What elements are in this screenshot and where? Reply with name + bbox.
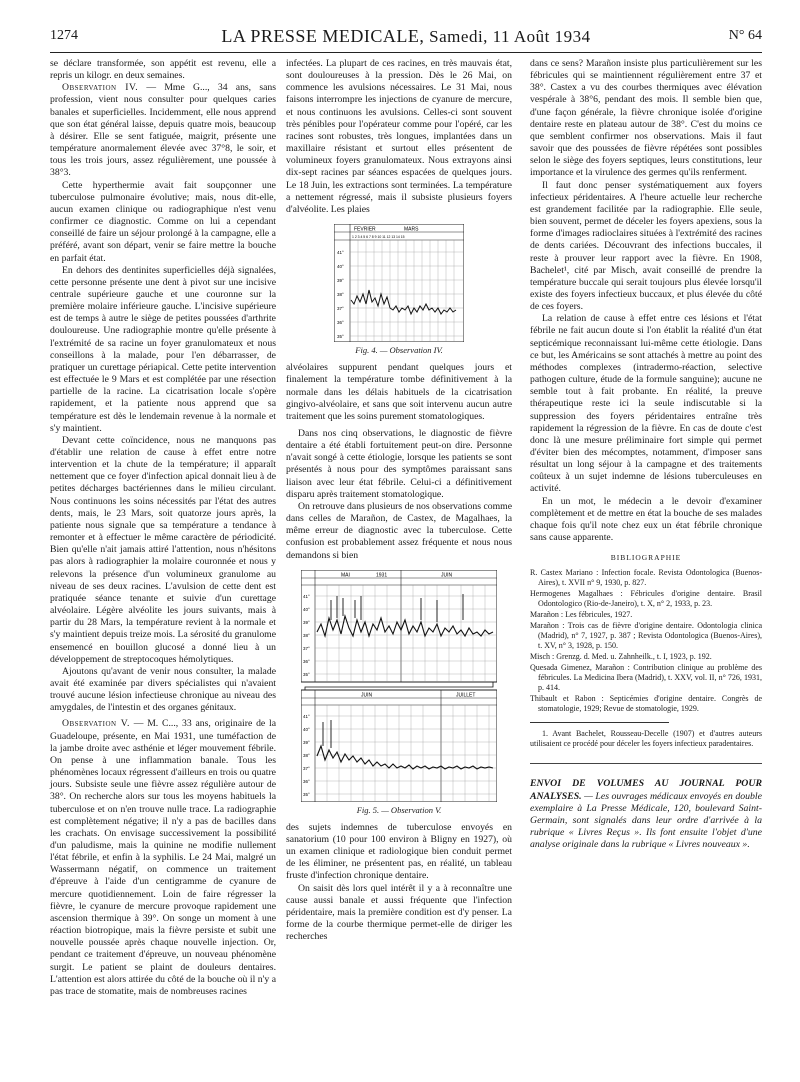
bibliography-entry: R. Castex Mariano : Infection focale. Revista Odontologica (Buenos-Aires), t. XVII n° 9, 1930, p. 827. xyxy=(530,568,762,588)
fig4-ylabel: 38° xyxy=(337,292,344,298)
fig5-year: 1931 xyxy=(376,572,388,579)
observation-label: Observation IV. xyxy=(62,82,139,94)
fig4-ylabel: 36° xyxy=(337,320,344,326)
paragraph: alvéolaires suppurent pendant quelques jours et finalement la température tombe définitivement à la normale dans les délais habituels de la cicatrisation gingivo-alvéolaire, et sans que soit intervenu aucun autre traitement que les soins purement stomatologiques. xyxy=(286,362,512,422)
envoi-title: ENVOI DE VOLUMES AU JOURNAL POUR ANALYSES. xyxy=(530,778,762,802)
fig5-ylabel: 38° xyxy=(303,632,310,638)
fig5-ylabel: 41° xyxy=(303,593,310,599)
fig5-month-june: JUIN xyxy=(441,572,453,579)
fig4-temperature-chart xyxy=(334,224,464,342)
page-header xyxy=(50,26,762,48)
fig5-ylabel: 40° xyxy=(303,726,310,732)
issue-number: N° 64 xyxy=(728,28,762,43)
paragraph: des sujets indemnes de tuberculose envoyés en sanatorium (10 pour 100 environ à Bligny en 1927), où un examen clinique et radiologique bien conduit permet de les éliminer, ne présentent pas, en réalité, un tableau fruste d'infection chronique dentaire. xyxy=(286,821,512,882)
journal-title-line xyxy=(50,26,762,47)
observation-4 xyxy=(50,82,276,179)
fig5-ylabel: 35° xyxy=(303,671,310,677)
fig4-ylabel: 41° xyxy=(337,250,344,256)
fig5-ylabel: 36° xyxy=(303,778,310,784)
fig5-caption: Fig. 5. — Observation V. xyxy=(356,804,442,815)
fig4-ylabel: 35° xyxy=(337,334,344,340)
bibliography-entry: Marañon : Les fébricules, 1927. xyxy=(530,610,633,620)
fig4-ylabel: 39° xyxy=(337,278,344,284)
page-number: 1274 xyxy=(50,28,78,43)
fig5-ylabel: 37° xyxy=(303,645,310,651)
paragraph: dans ce sens? Marañon insiste plus particulièrement sur les fébricules qui se maintiennent régulièrement entre 37 et 38°. Castex a vu des courbes thermiques avec élévation vespérale à 38°6, pendant des mois. Il semble bien que, d'une façon générale, la fièvre chronique isolée d'origine dentaire reste en plateau autour de 38°. C'est du moins ce que semblent confirmer nos observations. Mais il faut savoir que des poussées de fièvre répétées sont possibles selon le siège des foyers septiques, leurs constitutions, leur importance et la virulence des germes qu'ils renferment. xyxy=(530,58,762,179)
column-1 xyxy=(50,58,276,998)
envoi-text: — Les ouvrages médicaux envoyés en double exemplaire à La Presse Médicale, 120, boulevard Saint-Germain, sont signalés dans leur ordre d'arrivée à la rubrique « Livres Reçus ». Ils font ensuite l'objet d'une analyse originale dans la rubrique « Livres nouveaux ». xyxy=(530,790,762,851)
observation-text: — M. C..., 33 ans, originaire de la Guadeloupe, présente, en Mai 1931, une tuméfaction de la jambe droite avec asthénie et léger mouvement fébrile. On pense à une inflammation banale. Tous les phénomènes locaux régressent d'ailleurs en trois ou quatre jours. Subsiste seule une fièvre assez régulière autour de 38°. On recherche alors sur tous les moyens habituels la tuberculose et on n'en trouve nulle trace. La radiographie est complètement négative; il n'y a pas de bacilles dans les crachats. On envisage successivement la possibilité d'un paludisme, mais la quinine ne modifie nullement l'état fébrile, et enfin à la syphilis. Le 24 Mai, malgré un Wassermann négatif, on commence un traitement d'épreuve à l'aide d'un centigramme de cyanure de mercure quotidiennement. Loin de faire régresser la fièvre, le cyanure de mercure provoque rapidement une ascension thermique à 39°. On songe un moment à une réaction biotropique, mais la fièvre persiste et subit une nouvelle poussée après chaque nouvelle injection. Or, pendant ce traitement d'épreuve, un nouveau phénomène surgit. Le patient se plaint de douleurs dentaires. L'attention est alors attirée du côté de la bouche où il n'y a pas trace de stomatite, mais de nombreuses racines xyxy=(50,718,277,997)
paragraph: Devant cette coïncidence, nous ne manquons pas d'établir une relation de cause à effet entre notre intervention et la chute de la température; il apparaît nettement que ce foyer d'infection apical donnait lieu à de petites décharges bactériennes dans le milieu circulant. Nous continuons les soins nécessités par l'état des autres dents, mais, le 23 Mars, soit quatorze jours après, la patiente nous signale que sa température a tendance à remonter et à effectuer le même caractère de périodicité. Bien qu'elle n'ait jamais attiré l'attention, nous n'hésitons pas alors à radiographier la molaire couronnée et nous y relevons la présence d'un volumineux granulome au niveau de ses deux racines. L'avulsion de cette dent est pratiquée séance tenante et suivie d'un curettage alvéolaire. Légère alvéolite les jours suivants, mais à partir du 28 Mars, la température revient à la normale et s'y maintient depuis treize mois. La sérosité du granulome ensemencé en bouillon glucosé a donné lieu à un développement de streptocoques hémolytiques. xyxy=(50,434,276,665)
fig5-ylabel: 35° xyxy=(303,791,310,797)
column-2 xyxy=(286,58,512,943)
fig4-frame xyxy=(334,224,464,342)
bibliography-entry: Quesada Gimenez, Marañon : Contribution clinique au problème des fébricules. La Medicina Ibera (Madrid), t. XXV, vol. II, n° 726, 1931, p. 414. xyxy=(530,663,762,693)
fig4-month2: MARS xyxy=(404,226,419,233)
paragraph: En un mot, le médecin a le devoir d'examiner complètement et de mettre en état la bouche de ses malades chaque fois qu'il note chez eux un état fébrile chronique sans cause apparente. xyxy=(530,495,762,544)
paragraph: se déclare transformée, son appétit est revenu, elle a repris un kilogr. en deux semaines. xyxy=(50,58,276,82)
paragraph: Ajoutons qu'avant de venir nous consulter, la malade avait été examinée par divers spécialistes qui n'avaient trouvé aucune lésion infectieuse chronique au niveau des amygdales, de l'intestin et des organes génitaux. xyxy=(50,665,276,714)
fig4-ylabel: 40° xyxy=(337,264,344,270)
fig5-ylabel: 38° xyxy=(303,752,310,758)
column-3 xyxy=(530,58,762,852)
bibliography-title: BIBLIOGRAPHIE xyxy=(610,553,682,563)
bibliography xyxy=(530,568,762,714)
bibliography-entry: Marañon : Trois cas de fièvre d'origine dentaire. Odontologia clinica (Madrid), n° 7, 1927, p. 387 ; Revista Odontologica (Buenos-Aires), t. XV, n° 3, 1928, p. 150. xyxy=(530,621,762,651)
paragraph: On retrouve dans plusieurs de nos observations comme dans celles de Marañon, de Castex, de Magalhaes, la même erreur de diagnostic avec la tuberculose. Cette confusion est probablement assez fréquente et nous nous demandons si bien xyxy=(286,500,512,561)
fig5-ylabel: 36° xyxy=(303,658,310,664)
fig5-ylabel: 40° xyxy=(303,606,310,612)
fig5-month-may: MAI xyxy=(341,572,350,579)
paragraph: En dehors des dentinites superficielles déjà signalées, cette personne présente une dent à pivot sur une incisive centrale supérieure gauche et une couronne sur la première molaire inférieure gauche. L'incisive supérieure est de temps à autre le siège de petites poussées d'arthrite douloureuse. Une radiographie montre qu'elle présente à l'extrémité de sa racine un foyer granulomateux et nous conseillons à la malade, pour l'en débarrasser, de pratiquer un curettage périapical. Cette petite intervention est effectuée le 9 Mars et est complétée par une résection partielle de la racine. La cicatrisation locale s'opère rapidement, et la patiente nous apprend que sa température est dès le lendemain revenue à la normale et s'y maintient. xyxy=(50,264,276,434)
paragraph: Cette hyperthermie avait fait soupçonner une tuberculose pulmonaire évolutive; mais, nous dit-elle, aucun examen clinique ou radiographique n'est venu confirmer ce diagnostic. Comme on lui a cependant conseillé de faire un séjour prolongé à la campagne, elle a préféré, avant son départ, venir se faire mettre la bouche en parfait état. xyxy=(50,179,276,264)
paragraph: La relation de cause à effet entre ces lésions et l'état fébrile ne fait aucun doute si l'on établit la réalité d'un état septicémique reconnaissant lui-même cette étiologie. Dans ce but, les Américains se sont attachés à mettre au point des méthodes complexes (intradermo-réaction, selective pathogen culture, étude de la formule sanguine); aucune ne semble tout à fait probante. En réalité, la preuve thérapeutique reste ici la seule indiscutable si la suppression des foyers péridentaires entraîne très rapidement la régression de la fièvre. En cas de doute c'est donc là une mesure préliminaire fort simple qui permet d'éviter bien des mécomptes, notamment, d'imposer sans résultat un long séjour à la campagne et des traitements coûteux à un sujet indemne de lésions tuberculeuses en activité. xyxy=(530,313,762,495)
footnote: 1. Avant Bachelet, Rousseau-Decelle (1907) et d'autres auteurs utilisaient ce procédé pour déceler les foyers infectieux paradentaires. xyxy=(530,729,762,749)
paragraph: Il faut donc penser systématiquement aux foyers infectieux péridentaires. A l'heure actuelle leur recherche est grandement facilitée par la radiographie. Elle seule, bien souvent, permet de déceler les foyers apexiens, sous la forme d'images radioclaires situées à l'extrémité des racines de dents cariées. Découvrant des infections buccales, il reste à prouver leur rapport avec la fièvre. En 1908, Bachelet¹, cité par Misch, avait conseillé de prendre la température buccale qui serait toujours plus élevée lorsqu'il existe des foyers infectieux buccaux, et plus élevée du côté de ces foyers. xyxy=(530,179,762,313)
observation-5 xyxy=(50,718,276,998)
paragraph: On saisit dès lors quel intérêt il y a à reconnaître une cause aussi banale et aussi fréquente que l'infection péridentaire, mais la première condition est d'y penser. La forme de la courbe thermique permet-elle de diriger les recherches xyxy=(286,882,512,943)
fig5-ylabel: 37° xyxy=(303,765,310,771)
fig5-month-july: JUILLET xyxy=(456,692,476,699)
bibliography-entry: Hermogenes Magalhaes : Fébricules d'origine dentaire. Brasil Odontologico (Rio-de-Janeiro), t. X, n° 2, 1933, p. 23. xyxy=(530,589,762,609)
footnote-separator xyxy=(530,722,669,723)
journal-name: LA PRESSE MEDICALE, xyxy=(221,26,425,46)
fig5-ylabel: 41° xyxy=(303,713,310,719)
header-rule xyxy=(50,52,762,53)
fig4-caption: Fig. 4. — Observation IV. xyxy=(355,345,443,356)
paragraph: Dans nos cinq observations, le diagnostic de fièvre dentaire a été établi fortuitement peut-on dire. Personne n'avait songé à cette étiologie, lorsque les patients se sont présentés à nous pour des symptômes paraissant sans liaison avec leur état fébrile. Celui-ci a définitivement disparu après traitement stomatologique. xyxy=(286,427,512,500)
observation-label: Observation V. xyxy=(62,718,130,730)
fig5-ylabel: 39° xyxy=(303,619,310,625)
envoi-notice xyxy=(530,763,762,851)
paragraph: infectées. La plupart de ces racines, en très mauvais état, sont douloureuses à la pression. Dès le 26 Mai, on commence les avulsions nécessaires. Le 31 Mai, nous faisons interrompre les injections de cyanure de mercure, et nous continuons les avulsions. Celles-ci sont souvent très pénibles pour l'opérateur comme pour l'opéré, car les racines sont robustes, très longues, implantées dans un maxillaire résistant et surtout elles présentent de volumineux foyers granulomateux. Nous extrayons ainsi dix-sept racines par séances espacées de quelques jours. Le 18 Juin, les extractions sont terminées. La température a nettement régressé, mais il subsiste plusieurs foyers d'alvéolite. Les plaies xyxy=(286,58,512,215)
fig4-ylabel: 37° xyxy=(337,306,344,312)
fig4-month1: FEVRIER xyxy=(354,226,376,233)
bibliography-entry: Thibault et Rabon : Septicémies d'origine dentaire. Congrès de stomatologie, 1929; Revue de stomatologie, 1929. xyxy=(530,694,762,714)
fig5-temperature-chart xyxy=(301,570,497,802)
bibliography-entry: Misch : Grenzg. d. Med. u. Zahnheilk., t. I, 1923, p. 192. xyxy=(530,652,712,662)
fig5-ylabel: 39° xyxy=(303,739,310,745)
observation-text: — Mme G..., 34 ans, sans profession, vient nous consulter pour quelques caries banales et superficielles. Incidemment, elle nous apprend que son état général laisse, depuis quatre mois, beaucoup à désirer. Elle se sent fatiguée, maigrit, présente une température anormalement élevée avec 37°8, le soir, et tous les trois jours, assez régulièrement, une poussée à 38°3. xyxy=(50,82,276,179)
fig5-month-june-2: JUIN xyxy=(361,692,373,699)
issue-date: Samedi, 11 Août 1934 xyxy=(429,27,591,46)
fig4-days: 1 2 3 4 5 6 7 8 9 10 11 12 13 14 15 xyxy=(352,235,405,240)
